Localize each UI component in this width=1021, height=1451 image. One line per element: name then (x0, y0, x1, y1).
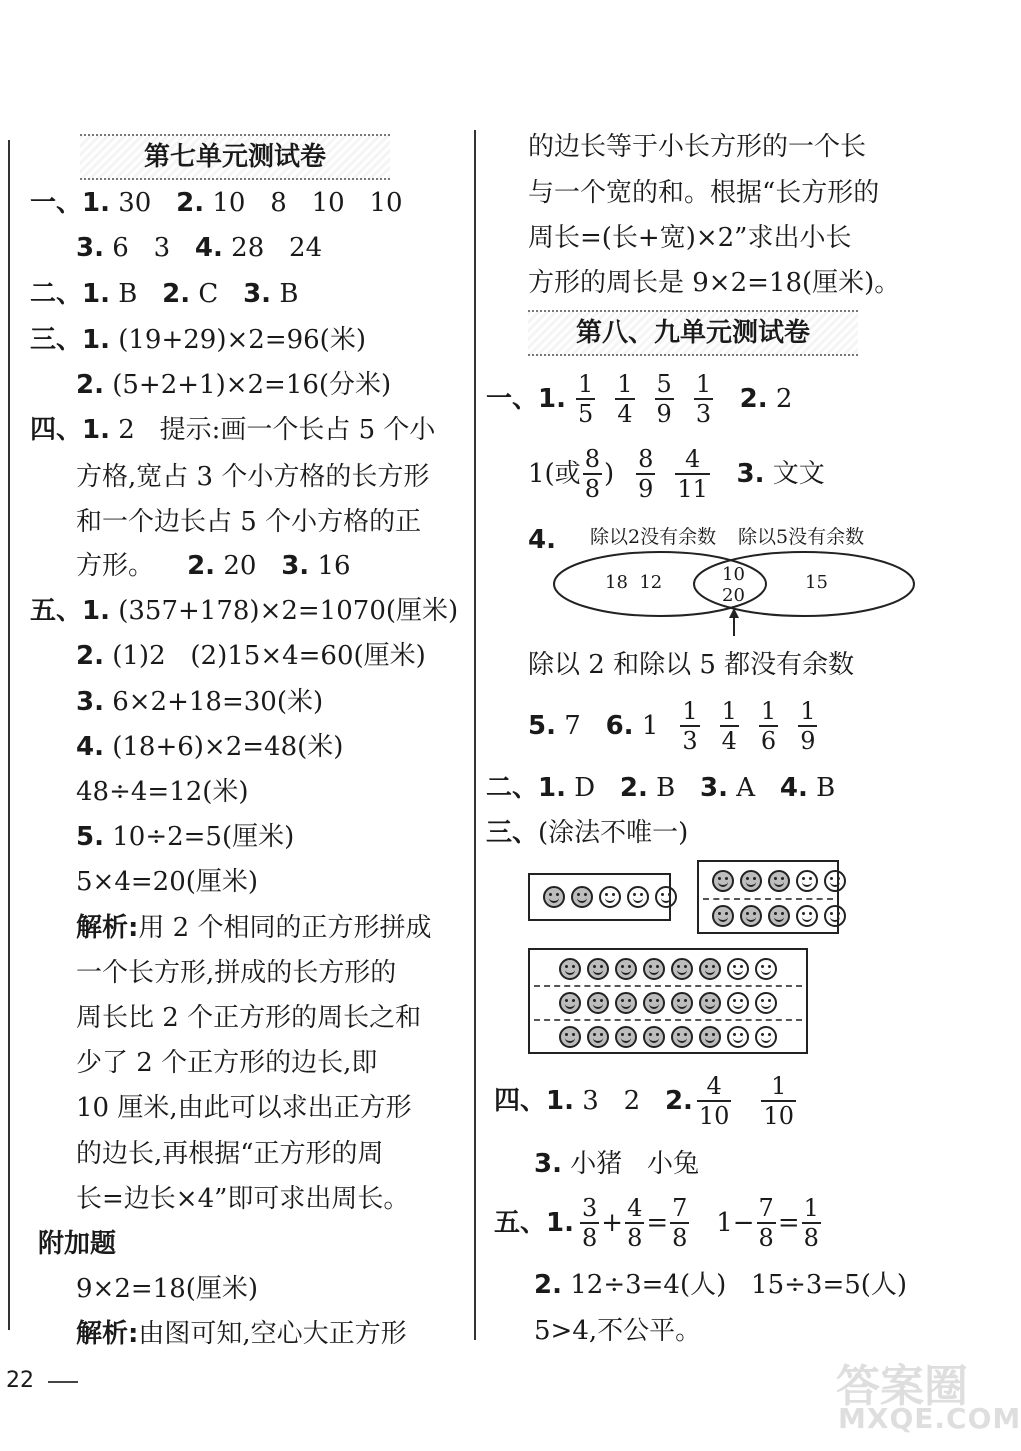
item-num: 3. (76, 233, 104, 263)
answer: 3 2 (582, 1086, 641, 1116)
answer: B (816, 773, 836, 803)
section-title-unit8-9: 第八、九单元测试卷 (528, 310, 858, 356)
answer: 12÷3=4(人) 15÷3=5(人) (570, 1270, 908, 1300)
venn-right-title: 除以5没有余数 (738, 526, 865, 548)
r-q1-line5 (528, 695, 827, 757)
l-q5-line2 (76, 641, 426, 671)
answer: 6×2+18=30(米) (112, 687, 324, 717)
smiley-icon-shaded (699, 992, 721, 1014)
q-label: 一、 (486, 384, 539, 414)
smiley-icon-shaded (712, 905, 734, 927)
answer: 2 提示:画一个长占 5 个小 (118, 415, 436, 445)
l-q1-line1 (30, 188, 403, 218)
dashed-divider (703, 898, 833, 900)
operator: = (777, 1208, 800, 1238)
r-q5-line3: 5>4,不公平。 (534, 1316, 702, 1346)
l-q5-line6 (76, 822, 294, 852)
item-num: 3. (76, 687, 104, 717)
smiley-icon-shaded (740, 870, 762, 892)
item-num: 1. (82, 188, 110, 218)
l-q4-line3: 和一个边长占 5 个小方格的正 (76, 507, 422, 537)
section-title-unit7: 第七单元测试卷 (80, 134, 390, 180)
smiley-icon (599, 886, 621, 908)
answer: 1 (641, 711, 659, 741)
answer: 2 (775, 384, 793, 414)
smiley-icon-shaded (571, 886, 593, 908)
q-label: 四、 (30, 415, 83, 445)
fraction: $\frac{8}{9}$ (638, 445, 654, 503)
item-num: 4. (779, 773, 808, 803)
smiley-icon (727, 958, 749, 980)
answer: 16 (317, 551, 351, 581)
smiley-icon (755, 1026, 777, 1048)
smiley-icon (727, 1026, 749, 1048)
smiley-icon-shaded (615, 958, 637, 980)
r-cont-line2: 与一个宽的和。根据“长方形的 (528, 178, 880, 208)
answer: 30 (118, 188, 152, 218)
item-num: 6. (605, 711, 634, 741)
venn-left-title: 除以2没有余数 (590, 526, 717, 548)
q-label: 五、 (30, 596, 83, 626)
item-num: 2. (76, 370, 104, 400)
smiley-icon-shaded (615, 1026, 637, 1048)
answer: C (198, 279, 219, 309)
item-num: 3. (736, 459, 765, 489)
item-num: 2. (534, 1270, 562, 1300)
fraction: $\frac{1}{5}$ (577, 370, 594, 428)
smiley-row (709, 866, 849, 896)
smiley-icon-shaded (587, 992, 609, 1014)
smiley-icon-shaded (559, 1026, 581, 1048)
smiley-icon-shaded (699, 1026, 721, 1048)
smiley-icon (755, 992, 777, 1014)
note: (涂法不唯一) (538, 818, 689, 848)
venn-mid-value1: 10 (722, 564, 745, 585)
smiley-icon-shaded (712, 870, 734, 892)
item-num: 5. (528, 711, 556, 741)
column-divider (474, 130, 476, 1340)
smiley-icon-shaded (543, 886, 565, 908)
l-analysis-line3: 周长比 2 个正方形的周长之和 (76, 1003, 422, 1033)
q-label: 三、 (30, 325, 83, 355)
r-q4-line2 (534, 1149, 699, 1179)
fraction: $\frac{5}{9}$ (656, 370, 672, 428)
l-analysis-line1 (76, 913, 431, 943)
smiley-icon-shaded (559, 992, 581, 1014)
smiley-icon-shaded (559, 958, 581, 980)
analysis-label: 解析: (76, 913, 139, 943)
smiley-icon-shaded (699, 958, 721, 980)
fraction: $\frac{7}{8}$ (672, 1194, 688, 1252)
smiley-icon (824, 905, 846, 927)
smiley-icon-shaded (740, 905, 762, 927)
operator: 1− (716, 1208, 755, 1238)
l-q2 (30, 279, 298, 309)
item-num: 1. (546, 1086, 574, 1116)
answer: (19+29)×2=96(米) (118, 325, 366, 355)
item-num: 2. (187, 551, 216, 581)
fraction: $\frac{3}{8}$ (581, 1194, 598, 1252)
watermark-logo-cn: 答案圈 (836, 1361, 968, 1412)
fraction: $\frac{1}{6}$ (760, 697, 777, 755)
smiley-icon (727, 992, 749, 1014)
fraction: $\frac{1}{9}$ (800, 697, 816, 755)
answer: B (118, 279, 138, 309)
l-q4-line1 (30, 415, 435, 445)
smiley-icon-shaded (671, 1026, 693, 1048)
dashed-divider (534, 1019, 802, 1021)
fraction: $\frac{1}{10}$ (763, 1072, 794, 1130)
q-label: 二、 (30, 279, 83, 309)
r-cont-line4: 方形的周长是 9×2=18(厘米)。 (528, 268, 901, 298)
smiley-box-medium (697, 860, 839, 934)
answer: 6 3 (112, 233, 171, 263)
item-num: 1. (538, 384, 566, 414)
extra-answer: 9×2=18(厘米) (76, 1274, 259, 1304)
fraction: $\frac{1}{3}$ (682, 697, 698, 755)
answer: 1(或 (528, 459, 581, 489)
l-q4-line2: 方格,宽占 3 个小方格的长方形 (76, 462, 430, 492)
page-number-rule (48, 1381, 78, 1383)
smiley-icon-shaded (671, 958, 693, 980)
answer: D (574, 773, 596, 803)
answer: (1)2 (2)15×4=60(厘米) (112, 641, 426, 671)
r-q5-line1 (494, 1192, 823, 1254)
answer: B (279, 279, 299, 309)
answer: A (736, 773, 756, 803)
operator: = (646, 1208, 669, 1238)
l-analysis-line6: 的边长,再根据“正方形的周 (76, 1139, 384, 1169)
smiley-row (556, 1022, 780, 1052)
l-analysis-line4: 少了 2 个正方形的边长,即 (76, 1048, 378, 1078)
smiley-box-small (528, 873, 671, 921)
smiley-icon (796, 905, 818, 927)
answer: (18+6)×2=48(米) (112, 732, 344, 762)
extra-question-title: 附加题 (38, 1229, 117, 1259)
smiley-icon-shaded (643, 1026, 665, 1048)
answer: 方形。 (76, 551, 155, 581)
q-label: 三、 (486, 818, 539, 848)
l-q5-line4 (76, 732, 343, 762)
fraction: $\frac{4}{10}$ (698, 1072, 730, 1130)
smiley-icon (655, 886, 677, 908)
l-analysis-line2: 一个长方形,拼成的长方形的 (76, 958, 397, 988)
analysis-text: 由图可知,空心大正方形 (138, 1319, 407, 1349)
l-analysis-line5: 10 厘米,由此可以求出正方形 (76, 1093, 412, 1123)
answer: 10 8 10 10 (212, 188, 403, 218)
q-label: 二、 (486, 773, 539, 803)
q-label: 四、 (494, 1086, 547, 1116)
r-q5-line2 (534, 1270, 907, 1300)
l-q1-line2 (76, 233, 322, 263)
smiley-icon-shaded (615, 992, 637, 1014)
smiley-icon-shaded (643, 958, 665, 980)
venn-mid-value2: 20 (722, 585, 745, 606)
item-num: 3. (534, 1149, 562, 1179)
item-num: 3. (281, 551, 310, 581)
r-q3 (486, 818, 688, 848)
item-num: 4. (76, 732, 104, 762)
item-num: 5. (76, 822, 104, 852)
item-num: 3. (700, 773, 729, 803)
answer: 7 (564, 711, 581, 741)
l-q5-line1 (30, 596, 458, 626)
answer: (5+2+1)×2=16(分米) (112, 370, 392, 400)
answer: 10÷2=5(厘米) (112, 822, 295, 852)
r-q1-line1 (486, 368, 792, 430)
left-margin-rule (8, 140, 10, 1330)
l-q3-line2 (76, 370, 391, 400)
item-num: 3. (243, 279, 272, 309)
item-num: 1. (82, 415, 110, 445)
dashed-divider (534, 985, 802, 987)
watermark-logo-en: MXQE.COM (838, 1402, 1021, 1435)
analysis-text: 用 2 个相同的正方形拼成 (138, 913, 432, 943)
extra-analysis (76, 1319, 407, 1349)
q-label: 五、 (494, 1208, 547, 1238)
venn-right-values: 15 (805, 572, 828, 593)
smiley-icon (627, 886, 649, 908)
smiley-icon-shaded (671, 992, 693, 1014)
page-number: 22 (6, 1368, 34, 1393)
answer: (357+178)×2=1070(厘米) (118, 596, 459, 626)
fraction: $\frac{1}{4}$ (721, 697, 737, 755)
answer: 文文 (772, 459, 825, 489)
item-num: 2. (162, 279, 191, 309)
item-num: 1. (538, 773, 566, 803)
item-num: 2. (619, 773, 648, 803)
analysis-label: 解析: (76, 1319, 139, 1349)
r-q4-line1 (494, 1070, 806, 1132)
smiley-icon-shaded (587, 958, 609, 980)
smiley-row (709, 901, 849, 931)
venn-caption: 除以 2 和除以 5 都没有余数 (528, 650, 855, 680)
operator: + (601, 1208, 624, 1238)
item-num: 1. (82, 325, 110, 355)
fraction: $\frac{4}{11}$ (677, 445, 708, 503)
venn-left-values: 18 12 (605, 572, 663, 593)
l-analysis-line7: 长=边长×4”即可求出周长。 (76, 1184, 410, 1214)
smiley-row (556, 988, 780, 1018)
fraction: $\frac{4}{8}$ (627, 1194, 643, 1252)
smiley-icon (796, 870, 818, 892)
fraction: $\frac{1}{3}$ (695, 370, 712, 428)
smiley-row (556, 954, 780, 984)
answer: ) (603, 459, 615, 489)
smiley-icon-shaded (643, 992, 665, 1014)
item-num: 1. (82, 279, 110, 309)
r-q1-item4-num: 4. (528, 525, 556, 555)
item-num: 1. (82, 596, 110, 626)
item-num: 2. (739, 384, 768, 414)
fraction: $\frac{1}{4}$ (617, 370, 633, 428)
smiley-box-large (528, 948, 808, 1054)
item-num: 2. (76, 641, 104, 671)
smiley-icon-shaded (587, 1026, 609, 1048)
q-label: 一、 (30, 188, 83, 218)
r-q1-line2 (528, 443, 825, 505)
l-q5-line5: 48÷4=12(米) (76, 777, 249, 807)
fraction: $\frac{8}{8}$ (584, 445, 600, 503)
answer: 小猪 小兔 (570, 1149, 700, 1179)
fraction: $\frac{1}{8}$ (803, 1194, 819, 1252)
l-q4-line4 (76, 551, 351, 581)
answer: B (656, 773, 676, 803)
r-cont-line3: 周长=(长+宽)×2”求出小长 (528, 223, 852, 253)
r-q2 (486, 773, 835, 803)
answer: 28 24 (231, 233, 323, 263)
smiley-icon-shaded (768, 905, 790, 927)
answer: 20 (223, 551, 257, 581)
fraction: $\frac{7}{8}$ (758, 1194, 774, 1252)
item-num: 2. (664, 1086, 693, 1116)
item-num: 4. (194, 233, 223, 263)
l-q3-line1 (30, 325, 366, 355)
smiley-icon-shaded (768, 870, 790, 892)
r-cont-line1: 的边长等于小长方形的一个长 (528, 132, 867, 162)
item-num: 2. (176, 188, 205, 218)
l-q5-line3 (76, 687, 323, 717)
smiley-row (540, 882, 680, 912)
item-num: 1. (546, 1208, 574, 1238)
smiley-icon (824, 870, 846, 892)
smiley-icon (755, 958, 777, 980)
l-q5-line7: 5×4=20(厘米) (76, 867, 259, 897)
